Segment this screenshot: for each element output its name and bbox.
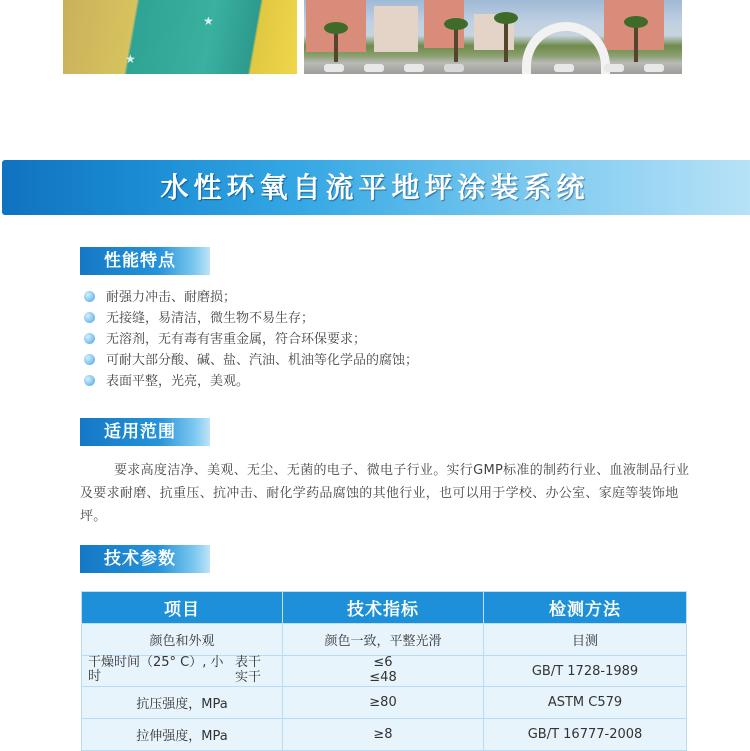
- section-title: 适用范围: [104, 422, 176, 442]
- table-header-row: [82, 592, 687, 624]
- floor-star-icon: ★: [125, 52, 136, 66]
- cell-method: ASTM C579: [484, 687, 687, 719]
- cell-method: GB/T 1728-1989: [484, 656, 687, 687]
- feature-item: 无溶剂，无有毒有害重金属，符合环保要求；: [84, 331, 366, 349]
- bullet-icon: [84, 312, 95, 323]
- cell-method: 目测: [484, 624, 687, 656]
- page-title: 水性环氧自流平地坪涂装系统: [160, 171, 590, 204]
- campus-photo: [304, 0, 682, 74]
- cell-method: GB/T 16777-2008: [484, 719, 687, 751]
- cell-item: 拉伸强度，MPa: [82, 719, 283, 751]
- section-tab-features: [80, 247, 210, 275]
- cell-item: 颜色和外观: [82, 624, 283, 656]
- header-item: 项目: [82, 592, 283, 624]
- scope-paragraph: 要求高度洁净、美观、无尘、无菌的电子、微电子行业。实行GMP标准的制药行业、血液制品行业及要求耐磨、抗重压、抗冲击、耐化学药品腐蚀的其他行业，也可以用于学校、办公室、家庭等装饰地坪。: [80, 463, 690, 524]
- feature-item: 耐强力冲击、耐磨损；: [84, 289, 236, 307]
- table-row: [82, 687, 687, 719]
- bullet-icon: [84, 291, 95, 302]
- table-row: [82, 656, 687, 687]
- bullet-icon: [84, 354, 95, 365]
- section-title: 性能特点: [104, 251, 176, 271]
- cell-item: 干燥时间（25° C）, 小时 表干 实干: [82, 656, 283, 687]
- cell-spec: ≥80: [283, 687, 484, 719]
- epoxy-floor-photo: [63, 0, 297, 74]
- bullet-icon: [84, 375, 95, 386]
- cell-spec: ≤6 ≤48: [283, 656, 484, 687]
- header-spec: 技术指标: [283, 592, 484, 624]
- cell-spec: 颜色一致，平整光滑: [283, 624, 484, 656]
- table-row: [82, 624, 687, 656]
- cell-spec: ≥8: [283, 719, 484, 751]
- section-title: 技术参数: [104, 549, 176, 569]
- feature-item: 无接缝，易清洁，微生物不易生存；: [84, 310, 314, 328]
- feature-item: 可耐大部分酸、碱、盐、汽油、机油等化学品的腐蚀；: [84, 352, 418, 370]
- section-tab-scope: [80, 418, 210, 446]
- feature-item: 表面平整，光亮，美观。: [84, 373, 249, 391]
- section-tab-params: [80, 545, 210, 573]
- table-row: [82, 719, 687, 751]
- bullet-icon: [84, 333, 95, 344]
- floor-star-icon: ★: [203, 14, 214, 28]
- header-method: 检测方法: [484, 592, 687, 624]
- params-table: [81, 591, 687, 751]
- cell-item: 抗压强度，MPa: [82, 687, 283, 719]
